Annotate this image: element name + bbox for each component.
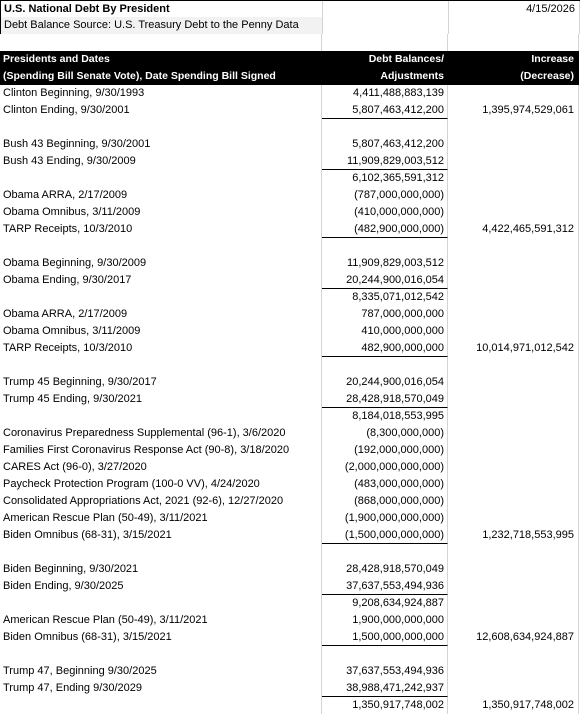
increase-cell[interactable]: 10,014,971,012,542 bbox=[448, 340, 579, 357]
increase-cell[interactable] bbox=[448, 187, 579, 204]
debt-balance-cell[interactable]: 38,988,471,242,937 bbox=[322, 680, 448, 697]
debt-balance-cell[interactable]: 20,244,900,016,054 bbox=[322, 272, 448, 289]
increase-cell[interactable] bbox=[448, 578, 579, 595]
table-row bbox=[0, 289, 579, 306]
debt-balance-cell[interactable] bbox=[322, 119, 448, 136]
row-label[interactable] bbox=[0, 238, 322, 255]
increase-cell[interactable] bbox=[448, 323, 579, 340]
row-label[interactable]: Families First Coronavirus Response Act (90-8), 3/18/2020 bbox=[0, 442, 322, 459]
debt-balance-cell[interactable]: (410,000,000,000) bbox=[322, 204, 448, 221]
table-row bbox=[0, 374, 579, 391]
table-row bbox=[0, 204, 579, 221]
row-label[interactable]: Biden Ending, 9/30/2025 bbox=[0, 578, 322, 595]
debt-balance-cell[interactable] bbox=[322, 646, 448, 663]
column-header-increase-sub[interactable]: (Decrease) bbox=[448, 68, 579, 85]
row-label[interactable]: Trump 45 Beginning, 9/30/2017 bbox=[0, 374, 322, 391]
table-row bbox=[0, 391, 579, 408]
column-header-row-2 bbox=[0, 68, 579, 85]
increase-cell[interactable] bbox=[448, 425, 579, 442]
table-row bbox=[0, 680, 579, 697]
debt-balance-cell[interactable]: 1,350,917,748,002 bbox=[322, 697, 448, 714]
table-row bbox=[0, 578, 579, 595]
row-label[interactable] bbox=[0, 170, 322, 187]
table-row bbox=[0, 153, 579, 170]
row-label[interactable]: TARP Receipts, 10/3/2010 bbox=[0, 340, 322, 357]
increase-cell[interactable] bbox=[448, 85, 579, 102]
table-row bbox=[0, 136, 579, 153]
debt-balance-cell[interactable]: 4,411,488,883,139 bbox=[322, 85, 448, 102]
debt-balance-cell[interactable]: 28,428,918,570,049 bbox=[322, 561, 448, 578]
table-row bbox=[0, 612, 579, 629]
row-label[interactable]: Biden Omnibus (68-31), 3/15/2021 bbox=[0, 527, 322, 544]
row-label[interactable]: Obama Ending, 9/30/2017 bbox=[0, 272, 322, 289]
increase-cell[interactable] bbox=[448, 204, 579, 221]
debt-balance-cell[interactable]: (192,000,000,000) bbox=[322, 442, 448, 459]
increase-cell[interactable] bbox=[448, 289, 579, 306]
table-row bbox=[0, 646, 579, 663]
debt-balance-cell[interactable]: 37,637,553,494,936 bbox=[322, 663, 448, 680]
column-header-presidents-sub[interactable]: (Spending Bill Senate Vote), Date Spending Bill Signed bbox=[0, 68, 322, 85]
row-label[interactable]: Obama ARRA, 2/17/2009 bbox=[0, 187, 322, 204]
increase-cell[interactable] bbox=[448, 272, 579, 289]
row-label[interactable]: Obama Beginning, 9/30/2009 bbox=[0, 255, 322, 272]
debt-balance-cell[interactable]: 1,900,000,000,000 bbox=[322, 612, 448, 629]
increase-cell[interactable] bbox=[448, 544, 579, 561]
increase-cell[interactable] bbox=[448, 119, 579, 136]
table-row bbox=[0, 629, 579, 646]
debt-balance-cell[interactable]: 11,909,829,003,512 bbox=[322, 255, 448, 272]
debt-balance-cell[interactable]: 410,000,000,000 bbox=[322, 323, 448, 340]
row-label[interactable] bbox=[0, 544, 322, 561]
row-label[interactable] bbox=[0, 408, 322, 425]
table-row bbox=[0, 510, 579, 527]
increase-cell[interactable]: 1,350,917,748,002 bbox=[448, 697, 579, 714]
table-row bbox=[0, 442, 579, 459]
row-label[interactable]: Clinton Ending, 9/30/2001 bbox=[0, 102, 322, 119]
table-row bbox=[0, 255, 579, 272]
increase-cell[interactable] bbox=[448, 459, 579, 476]
table-row bbox=[0, 697, 579, 714]
table-row bbox=[0, 425, 579, 442]
empty-cell[interactable] bbox=[323, 1, 449, 18]
table-row bbox=[0, 119, 579, 136]
increase-cell[interactable] bbox=[448, 612, 579, 629]
sheet-title[interactable]: U.S. National Debt By President bbox=[1, 1, 323, 18]
empty-cell[interactable] bbox=[448, 34, 579, 51]
increase-cell[interactable] bbox=[448, 680, 579, 697]
debt-balance-cell[interactable]: 787,000,000,000 bbox=[322, 306, 448, 323]
increase-cell[interactable] bbox=[448, 238, 579, 255]
debt-balance-cell[interactable] bbox=[322, 544, 448, 561]
increase-cell[interactable] bbox=[448, 255, 579, 272]
row-label[interactable] bbox=[0, 595, 322, 612]
table-row bbox=[0, 663, 579, 680]
increase-cell[interactable] bbox=[448, 306, 579, 323]
row-label[interactable]: Clinton Beginning, 9/30/1993 bbox=[0, 85, 322, 102]
debt-balance-cell[interactable]: (483,000,000,000) bbox=[322, 476, 448, 493]
increase-cell[interactable] bbox=[448, 374, 579, 391]
row-label[interactable]: American Rescue Plan (50-49), 3/11/2021 bbox=[0, 510, 322, 527]
increase-cell[interactable] bbox=[448, 595, 579, 612]
table-row bbox=[0, 527, 579, 544]
debt-balance-cell[interactable]: 8,335,071,012,542 bbox=[322, 289, 448, 306]
increase-cell[interactable]: 1,232,718,553,995 bbox=[448, 527, 579, 544]
row-label[interactable]: Biden Beginning, 9/30/2021 bbox=[0, 561, 322, 578]
row-label[interactable] bbox=[0, 119, 322, 136]
row-label[interactable]: Trump 47, Beginning 9/30/2025 bbox=[0, 663, 322, 680]
debt-balance-cell[interactable]: 5,807,463,412,200 bbox=[322, 102, 448, 119]
debt-balance-cell[interactable]: (1,900,000,000,000) bbox=[322, 510, 448, 527]
table-row bbox=[0, 561, 579, 578]
spacer-row bbox=[0, 34, 579, 51]
increase-cell[interactable] bbox=[448, 136, 579, 153]
increase-cell[interactable]: 12,608,634,924,887 bbox=[448, 629, 579, 646]
increase-cell[interactable] bbox=[448, 561, 579, 578]
increase-cell[interactable]: 4,422,465,591,312 bbox=[448, 221, 579, 238]
row-label[interactable]: Obama ARRA, 2/17/2009 bbox=[0, 306, 322, 323]
table-row bbox=[0, 544, 579, 561]
increase-cell[interactable] bbox=[448, 663, 579, 680]
row-label[interactable]: CARES Act (96-0), 3/27/2020 bbox=[0, 459, 322, 476]
debt-balance-cell[interactable]: 9,208,634,924,887 bbox=[322, 595, 448, 612]
debt-balance-cell[interactable]: (2,000,000,000,000) bbox=[322, 459, 448, 476]
column-header-balances[interactable]: Debt Balances/ bbox=[322, 51, 448, 68]
table-row bbox=[0, 595, 579, 612]
increase-cell[interactable] bbox=[448, 170, 579, 187]
row-label[interactable] bbox=[0, 697, 322, 714]
table-row bbox=[0, 476, 579, 493]
empty-cell[interactable] bbox=[323, 17, 449, 34]
column-header-increase[interactable]: Increase bbox=[448, 51, 579, 68]
table-row bbox=[0, 272, 579, 289]
table-row bbox=[0, 323, 579, 340]
row-label[interactable] bbox=[0, 646, 322, 663]
debt-balance-cell[interactable]: (8,300,000,000) bbox=[322, 425, 448, 442]
empty-cell[interactable] bbox=[449, 17, 580, 34]
increase-cell[interactable] bbox=[448, 357, 579, 374]
row-label[interactable]: Coronavirus Preparedness Supplemental (96-1), 3/6/2020 bbox=[0, 425, 322, 442]
debt-balance-cell[interactable]: 37,637,553,494,936 bbox=[322, 578, 448, 595]
empty-cell[interactable] bbox=[0, 34, 322, 51]
report-date[interactable]: 4/15/2026 bbox=[449, 1, 580, 18]
table-row bbox=[0, 170, 579, 187]
table-row bbox=[0, 85, 579, 102]
table-row bbox=[0, 306, 579, 323]
table-row bbox=[0, 340, 579, 357]
row-label[interactable]: TARP Receipts, 10/3/2010 bbox=[0, 221, 322, 238]
table-row bbox=[0, 459, 579, 476]
debt-balance-cell[interactable]: (482,900,000,000) bbox=[322, 221, 448, 238]
row-label[interactable]: Trump 45 Ending, 9/30/2021 bbox=[0, 391, 322, 408]
table-row bbox=[0, 408, 579, 425]
increase-cell[interactable] bbox=[448, 476, 579, 493]
table-row bbox=[0, 357, 579, 374]
debt-balance-cell[interactable]: (1,500,000,000,000) bbox=[322, 527, 448, 544]
row-label[interactable]: Obama Omnibus, 3/11/2009 bbox=[0, 204, 322, 221]
row-label[interactable] bbox=[0, 357, 322, 374]
increase-cell[interactable] bbox=[448, 391, 579, 408]
row-label[interactable]: Biden Omnibus (68-31), 3/15/2021 bbox=[0, 629, 322, 646]
column-header-row-1 bbox=[0, 51, 579, 68]
increase-cell[interactable] bbox=[448, 408, 579, 425]
row-label[interactable]: American Rescue Plan (50-49), 3/11/2021 bbox=[0, 612, 322, 629]
column-header-balances-sub[interactable]: Adjustments bbox=[322, 68, 448, 85]
debt-balance-cell[interactable]: 28,428,918,570,049 bbox=[322, 391, 448, 408]
debt-balance-cell[interactable] bbox=[322, 357, 448, 374]
title-row bbox=[0, 0, 580, 18]
column-header-presidents[interactable]: Presidents and Dates bbox=[0, 51, 322, 68]
debt-balance-cell[interactable]: 482,900,000,000 bbox=[322, 340, 448, 357]
table-row bbox=[0, 493, 579, 510]
source-note[interactable]: Debt Balance Source: U.S. Treasury Debt to the Penny Data bbox=[1, 17, 323, 34]
row-label[interactable]: Paycheck Protection Program (100-0 VV), 4/24/2020 bbox=[0, 476, 322, 493]
increase-cell[interactable] bbox=[448, 646, 579, 663]
table-row bbox=[0, 221, 579, 238]
increase-cell[interactable] bbox=[448, 493, 579, 510]
debt-balance-cell[interactable]: (787,000,000,000) bbox=[322, 187, 448, 204]
row-label[interactable]: Obama Omnibus, 3/11/2009 bbox=[0, 323, 322, 340]
row-label[interactable] bbox=[0, 289, 322, 306]
table-row bbox=[0, 187, 579, 204]
row-label[interactable]: Bush 43 Ending, 9/30/2009 bbox=[0, 153, 322, 170]
debt-balance-cell[interactable] bbox=[322, 238, 448, 255]
debt-balance-cell[interactable]: 8,184,018,553,995 bbox=[322, 408, 448, 425]
table-row bbox=[0, 102, 579, 119]
increase-cell[interactable] bbox=[448, 442, 579, 459]
increase-cell[interactable] bbox=[448, 153, 579, 170]
debt-balance-cell[interactable]: 20,244,900,016,054 bbox=[322, 374, 448, 391]
debt-balance-cell[interactable]: 5,807,463,412,200 bbox=[322, 136, 448, 153]
row-label[interactable]: Consolidated Appropriations Act, 2021 (92-6), 12/27/2020 bbox=[0, 493, 322, 510]
increase-cell[interactable] bbox=[448, 510, 579, 527]
debt-balance-cell[interactable]: 1,500,000,000,000 bbox=[322, 629, 448, 646]
debt-balance-cell[interactable]: 6,102,365,591,312 bbox=[322, 170, 448, 187]
row-label[interactable]: Trump 47, Ending 9/30/2029 bbox=[0, 680, 322, 697]
debt-balance-cell[interactable]: (868,000,000,000) bbox=[322, 493, 448, 510]
source-row bbox=[0, 17, 580, 34]
empty-cell[interactable] bbox=[322, 34, 448, 51]
table-row bbox=[0, 238, 579, 255]
debt-balance-cell[interactable]: 11,909,829,003,512 bbox=[322, 153, 448, 170]
increase-cell[interactable]: 1,395,974,529,061 bbox=[448, 102, 579, 119]
row-label[interactable]: Bush 43 Beginning, 9/30/2001 bbox=[0, 136, 322, 153]
